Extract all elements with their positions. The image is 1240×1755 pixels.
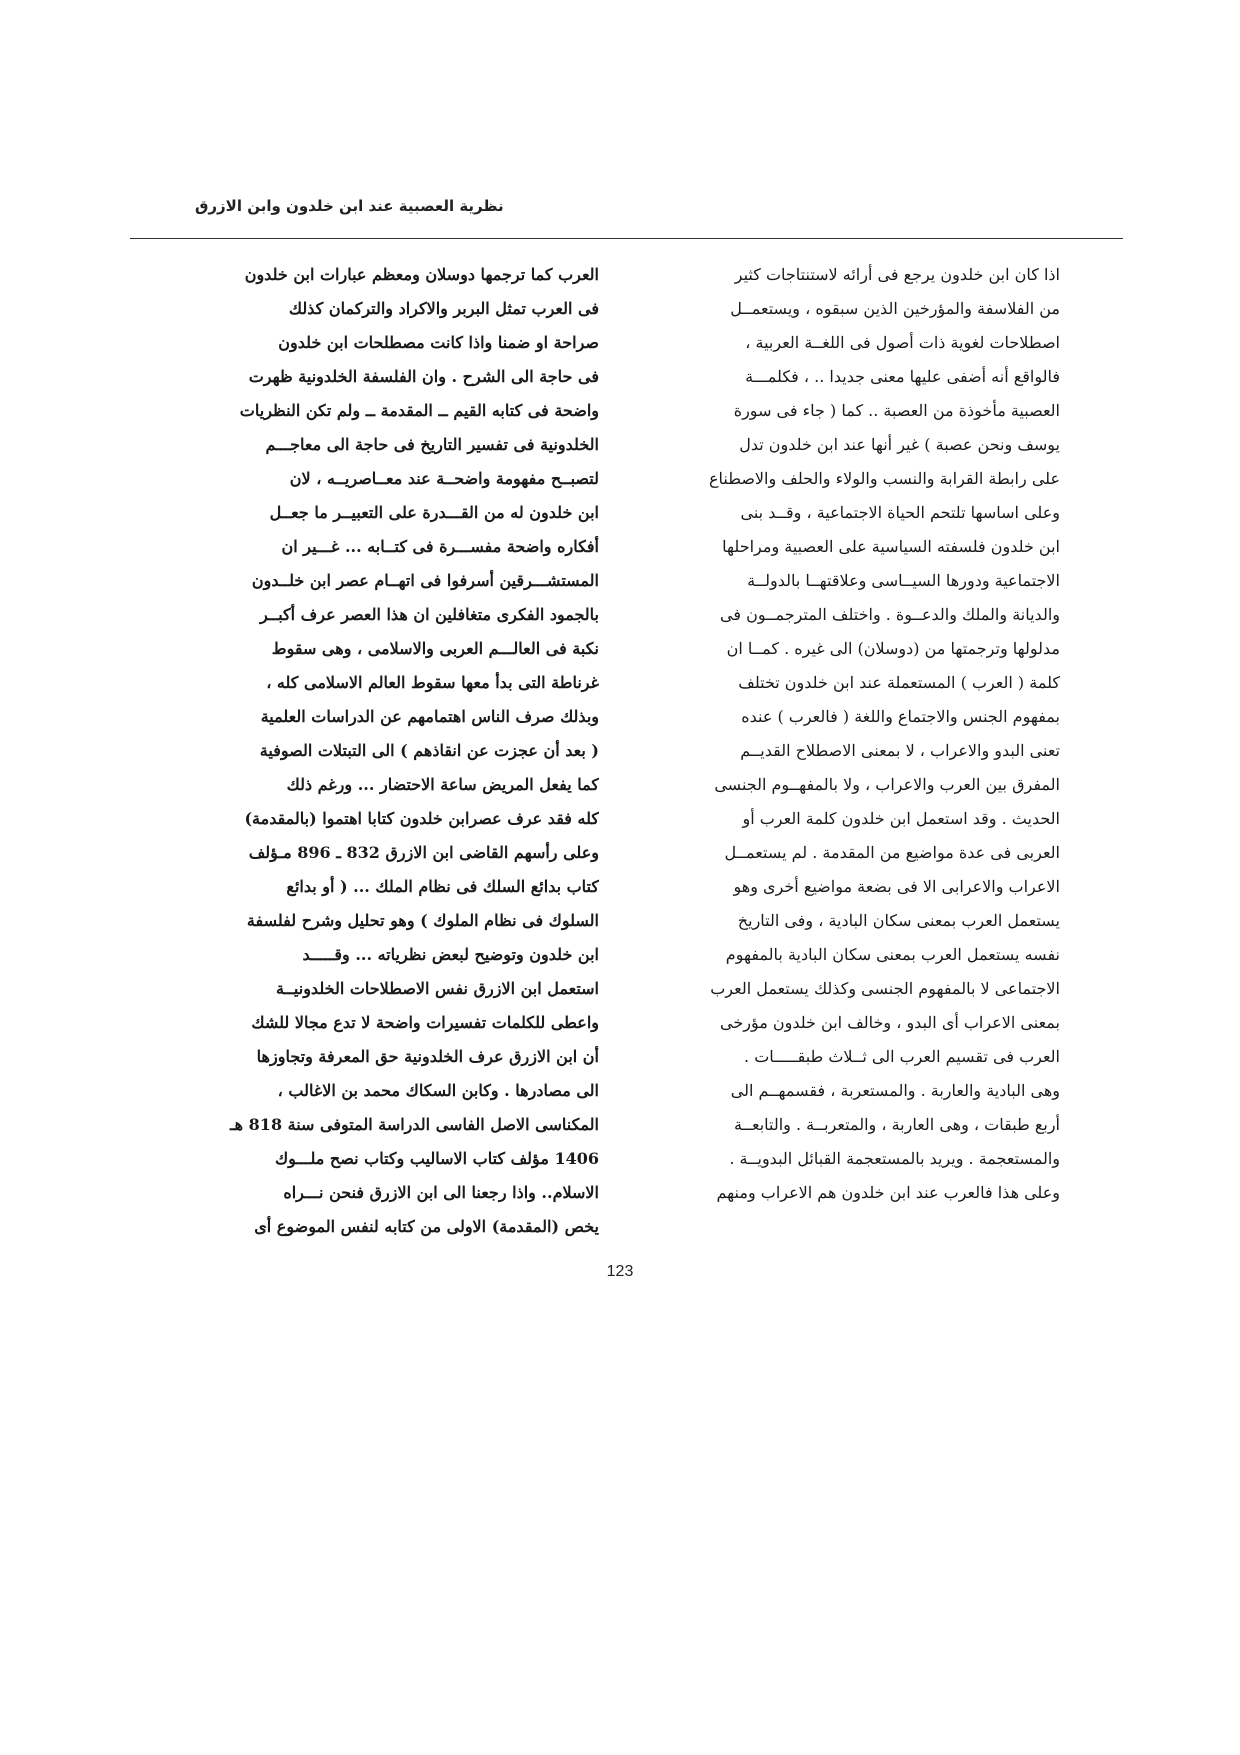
running-title: نظرية العصبية عند ابن خلدون وابن الازرق [195, 197, 504, 215]
text-line: العربى فى عدة مواضيع من المقدمة . لم يستعمــل [724, 843, 1060, 862]
text-line: كلمة ( العرب ) المستعملة عند ابن خلدون تختلف [738, 673, 1060, 692]
text-line: المكناسى الاصل الفاسى الدراسة المتوفى سنة 818 هـ [229, 1115, 599, 1134]
text-line: وعلى رأسهم القاضى ابن الازرق 832 ـ 896 مـؤلف [248, 843, 599, 862]
text-line: استعمل ابن الازرق نفس الاصطلاحات الخلدونيــة [275, 979, 599, 998]
text-line: الاجتماعية ودورها السيــاسى وعلاقتهــا بالدولــة [747, 571, 1060, 590]
text-line: نكبة فى العالـــم العربى والاسلامى ، وهى سقوط [271, 639, 599, 658]
text-line: فى العرب تمثل البربر والاكراد والتركمان كذلك [288, 299, 599, 318]
text-line: بمعنى الاعراب أى البدو ، وخالف ابن خلدون مؤرخى [720, 1013, 1060, 1032]
left-text-column [196, 258, 599, 1244]
text-line: كتاب بدائع السلك فى نظام الملك ... ( أو بدائع [286, 877, 599, 896]
text-line: الاعراب والاعرابى الا فى بضعة مواضيع أخرى وهو [733, 877, 1060, 896]
text-line: نفسه يستعمل العرب بمعنى سكان البادية بالمفهوم [725, 945, 1060, 964]
text-line: الاجتماعى لا بالمفهوم الجنسى وكذلك يستعمل العرب [710, 979, 1060, 998]
text-line: أربع طبقات ، وهى العاربة ، والمتعربــة . والتابعــة [734, 1115, 1060, 1134]
text-line: غرناطة التى بدأ معها سقوط العالم الاسلامى كله ، [266, 673, 599, 692]
text-line: بمفهوم الجنس والاجتماع واللغة ( فالعرب ) عنده [741, 707, 1060, 726]
text-line: واعطى للكلمات تفسيرات واضحة لا تدع مجالا للشك [251, 1013, 599, 1032]
text-line: الخلدونية فى تفسير التاريخ فى حاجة الى معاجـــم [265, 435, 599, 454]
text-line: أفكاره واضحة مفســـرة فى كتــابه ... غـــير ان [281, 537, 599, 556]
text-line: فالواقع أنه أضفى عليها معنى جديدا .. ، فكلمـــة [745, 367, 1060, 386]
text-line: الحديث . وقد استعمل ابن خلدون كلمة العرب أو [742, 809, 1060, 828]
text-line: اصطلاحات لغوية ذات أصول فى اللغــة العربية ، [745, 333, 1060, 352]
text-line: يستعمل العرب بمعنى سكان البادية ، وفى التاريخ [737, 911, 1060, 930]
text-line: كله فقد عرف عصرابن خلدون كتابا اهتموا (بالمقدمة) [244, 809, 599, 828]
text-line: مدلولها وترجمتها من (دوسلان) الى غيره . كمــا ان [726, 639, 1060, 658]
text-line: وهى البادية والعاربة . والمستعربة ، فقسمهــم الى [730, 1081, 1060, 1100]
text-line: أن ابن الازرق عرف الخلدونية حق المعرفة وتجاوزها [256, 1047, 599, 1066]
text-line: صراحة او ضمنا واذا كانت مصطلحات ابن خلدون [278, 333, 599, 352]
text-line: لتصبــح مفهومة واضحــة عند معــاصريــه ، لان [289, 469, 599, 488]
text-line: والديانة والملك والدعــوة . واختلف المترجمــون فى [720, 605, 1060, 624]
text-line: يوسف ونحن عصبة ) غير أنها عند ابن خلدون تدل [739, 435, 1060, 454]
text-line: والمستعجمة . ويريد بالمستعجمة القبائل البدويــة . [729, 1149, 1060, 1168]
text-line: فى حاجة الى الشرح . وان الفلسفة الخلدونية ظهرت [248, 367, 599, 386]
text-line: العرب كما ترجمها دوسلان ومعظم عبارات ابن خلدون [244, 265, 599, 284]
text-line: من الفلاسفة والمؤرخين الذين سبقوه ، ويستعمــل [730, 299, 1060, 318]
text-line: وعلى هذا فالعرب عند ابن خلدون هم الاعراب ومنهم [716, 1183, 1060, 1202]
text-line: المفرق بين العرب والاعراب ، ولا بالمفهــوم الجنسى [714, 775, 1060, 794]
header-rule [130, 238, 1123, 239]
page-number: 123 [606, 1263, 634, 1280]
text-line: 1406 مؤلف كتاب الاساليب وكتاب نصح ملـــوك [274, 1149, 599, 1168]
text-line: وعلى اساسها تلتحم الحياة الاجتماعية ، وقــد بنى [740, 503, 1060, 522]
text-line: بالجمود الفكرى متغافلين ان هذا العصر عرف أكبــر [260, 605, 599, 624]
text-line: الى مصادرها . وكابن السكاك محمد بن الاغالب ، [277, 1081, 599, 1100]
text-line: العصبية مأخوذة من العصبة .. كما ( جاء فى سورة [733, 401, 1060, 420]
text-line: ابن خلدون وتوضيح لبعض نظرياته ... وقـــــد [302, 945, 599, 964]
text-line: اذا كان ابن خلدون يرجع فى أرائه لاستنتاجات كثير [734, 265, 1060, 284]
text-line: المستشـــرقين أسرفوا فى اتهــام عصر ابن خلــدون [251, 571, 599, 590]
text-line: ( بعد أن عجزت عن انقاذهم ) الى التبتلات الصوفية [259, 741, 599, 760]
text-line: يخص (المقدمة) الاولى من كتابه لنفس الموضوع أى [254, 1217, 599, 1236]
text-line: تعنى البدو والاعراب ، لا بمعنى الاصطلاح القديــم [740, 741, 1060, 760]
text-line: كما يفعل المريض ساعة الاحتضار ... ورغم ذلك [286, 775, 599, 794]
right-text-column [642, 258, 1060, 1210]
text-line: ابن خلدون له من القـــدرة على التعبيــر ما جعــل [269, 503, 599, 522]
text-line: وبذلك صرف الناس اهتمامهم عن الدراسات العلمية [260, 707, 599, 726]
text-line: على رابطة القرابة والنسب والولاء والحلف والاصطناع [708, 469, 1060, 488]
text-line: السلوك فى نظام الملوك ) وهو تحليل وشرح لفلسفة [246, 911, 599, 930]
text-line: واضحة فى كتابه القيم ــ المقدمة ــ ولم تكن النظريات [239, 401, 599, 420]
text-line: ابن خلدون فلسفته السياسية على العصبية ومراحلها [722, 537, 1060, 556]
text-line: الاسلام.. واذا رجعنا الى ابن الازرق فنحن نـــراه [283, 1183, 599, 1202]
text-line: العرب فى تقسيم العرب الى ثــلاث طبقـــــات . [744, 1047, 1060, 1066]
